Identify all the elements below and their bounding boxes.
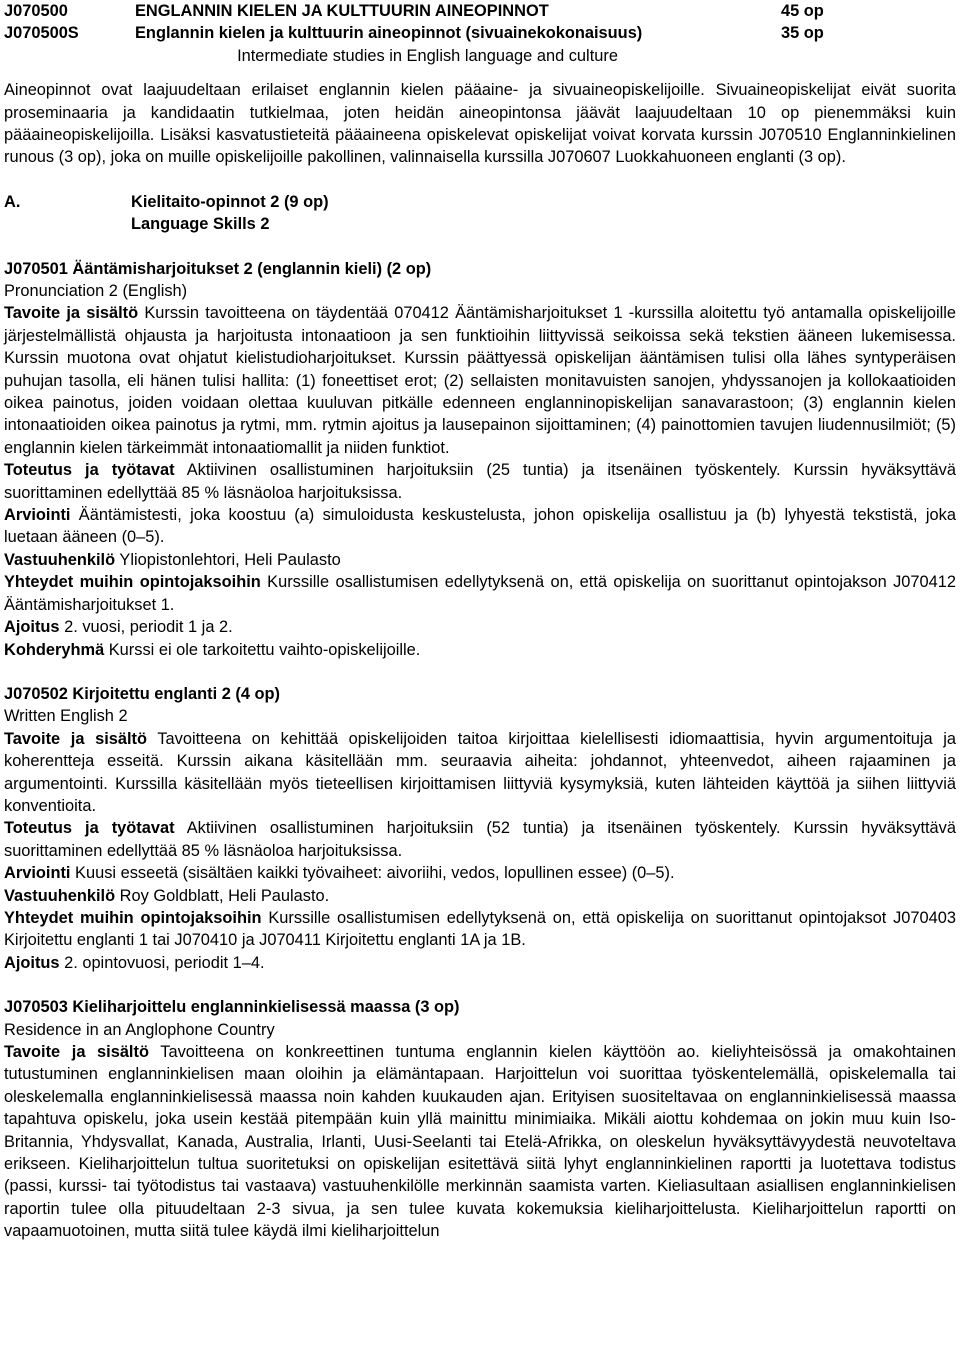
- course-block: [4, 996, 956, 1242]
- field-label: Tavoite ja sisältö: [4, 1043, 149, 1062]
- field-text: Aktiivinen osallistuminen harjoituksiin (25 tuntia) ja itsenäinen työskentely. Kurssin hyväksyttävä suorittaminen edellyttää 85 % läsnäoloa harjoituksissa.: [4, 461, 956, 502]
- course-block: [4, 683, 956, 974]
- field-label: Yhteydet muihin opintojaksoihin: [4, 908, 262, 927]
- header-row-2: [4, 22, 956, 44]
- field-text: Kurssi ei ole tarkoitettu vaihto-opiskelijoille.: [104, 640, 421, 659]
- course-field: [4, 885, 956, 907]
- section-heading: [4, 191, 956, 213]
- field-label: Yhteydet muihin opintojaksoihin: [4, 573, 261, 592]
- course-field: [4, 1041, 956, 1243]
- intro-paragraph: Aineopinnot ovat laajuudeltaan erilaiset englannin kielen pääaine- ja sivuaineopiskelijoille. Sivuaineopiskelijat eivät suorita proseminaaria ja kandidaatin tutkielmaa, joten heidän aineopintonsa jäävät laajuudeltaan 10 op pienemmäksi kuin pääaineopiskelijoilla. Lisäksi kasvatustieteitä pääaineena opiskelevat opiskelijat voivat korvata kurssin J070510 Englanninkielinen runous (3 op), joka on muille opiskelijoille pakollinen, valinnaisella kurssilla J070607 Luokkahuoneen englanti (3 op).: [4, 81, 956, 167]
- field-text: Kurssille osallistumisen edellytyksenä on, että opiskelija on suorittanut opintojakson J070412 Ääntämisharjoitukset 1.: [4, 573, 956, 614]
- course-title: J070502 Kirjoitettu englanti 2 (4 op): [4, 684, 280, 703]
- course-field: [4, 302, 956, 459]
- field-text: Kurssin tavoitteena on täydentää 070412 Ääntämisharjoitukset 1 -kurssilla aloitettu työ antamalla opiskelijoille järjestelmällistä ohjausta ja harjoitusta intonaatioon ja sen funktioihin liittyvissä seikoissa sekä tekstien ääneen lukemisessa. Kurssin muotona ovat ohjatut kielistudioharjoitukset. Kurssin päättyessä opiskelijan ääntämisen tulisi olla lähes syntyperäisen puhujan tasolla, eli hänen tulisi hallita: (1) foneettiset erot; (2) sellaisten monitavuisten sanojen, yhdyssanojen ja kollokaatioiden oikea painotus, joiden voidaan olettaa kuuluvan pitkälle edenneen englanninopiskelijan sanavarastoon; (3) englannin kielen intonaatioiden oikea painotus ja rytmi, mm. rytmin ajoitus ja lausepainon sijoittaminen; (4) painottomien tavujen liudennusilmiöt; (5) englannin kielen tärkeimmät intonaatiomallit ja niiden funktiot.: [4, 304, 956, 457]
- field-text: 2. vuosi, periodit 1 ja 2.: [59, 618, 233, 637]
- field-text: Kuusi esseetä (sisältäen kaikki työvaiheet: aivoriihi, vedos, lopullinen essee) (0–5).: [70, 864, 675, 883]
- course-field: [4, 639, 956, 661]
- course-field: [4, 907, 956, 952]
- header-row-1: [4, 0, 956, 22]
- course-subtitle: Written English 2: [4, 707, 128, 726]
- module-code: J070500: [4, 2, 68, 20]
- field-text: Yliopistonlehtori, Heli Paulasto: [115, 550, 341, 569]
- module-title-minor: Englannin kielen ja kulttuurin aineopinnot (sivuainekokonaisuus): [135, 24, 643, 43]
- course-field: [4, 728, 956, 818]
- course-block: [4, 258, 956, 661]
- field-label: Arviointi: [4, 864, 71, 883]
- section-title-en: Language Skills 2: [131, 215, 270, 234]
- course-field: [4, 862, 956, 884]
- course-field: [4, 504, 956, 549]
- course-field: [4, 459, 956, 504]
- module-credits-minor: 35 op: [781, 24, 824, 43]
- course-subtitle: Residence in an Anglophone Country: [4, 1020, 275, 1039]
- module-code-minor: J070500S: [4, 24, 79, 43]
- course-field: [4, 549, 956, 571]
- course-title: J070503 Kieliharjoittelu englanninkielisessä maassa (3 op): [4, 998, 460, 1017]
- field-text: Tavoitteena on kehittää opiskelijoiden taitoa kirjoittaa kielellisesti idiomaattisia, hyvin argumentoituja ja koherentteja esseitä. Kurssin aikana käsitellään mm. seuraavia aiheita: johdannot, yhteenvedot, aiheen rajaaminen ja argumentointi. Kurssilla käsitellään myös tieteellisen kirjoittamisen liittyviä kysymyksiä, kuten lähteiden käyttöä ja siihen liittyviä konventioita.: [4, 729, 956, 815]
- field-label: Ajoitus: [4, 953, 60, 972]
- section-letter: A.: [4, 192, 21, 211]
- course-subtitle: Pronunciation 2 (English): [4, 282, 188, 301]
- document-page: [4, 0, 956, 1243]
- field-text: Tavoitteena on konkreettinen tuntuma englannin kielen käyttöön ao. kieliyhteisössä ja omakohtainen tutustuminen englanninkielisen maan oloihin ja elämäntapaan. Harjoittelun voi suorittaa työskentelemällä, opiskelemalla tai oleskelemalla englanninkielisessä maassa noin kahden kuukauden ajan. Erityisen suositeltavaa on englanninkielisessä maassa tapahtuva opiskelu, joka usein kestää pitempään kuin yllä mainittu minimiaika. Mikäli aiottu kohdemaa on jokin muu kuin Iso-Britannia, Yhdysvallat, Kanada, Australia, Irlanti, Uusi-Seelanti tai Etelä-Afrikka, on oleskelun hyväksyttävyydestä neuvoteltava erikseen. Kieliharjoittelun tultua suoritetuksi on opiskelijan esitettävä siitä lyhyt englanninkielinen raportti ja luotettava todistus (passi, kurssi- tai työtodistus tai vastaava) vastuuhenkilölle merkinnän saamista varten. Kieliasultaan asiallisen englanninkielisen raportin tulee olla pituudeltaan 2-3 sivua, ja sen tulee kuvata kokemuksia kieliharjoittelusta. Kieliharjoittelun raportti on vapaamuotoinen, mutta siitä tulee käydä ilmi kieliharjoittelun: [4, 1043, 957, 1241]
- field-label: Toteutus ja työtavat: [4, 461, 175, 480]
- module-title: ENGLANNIN KIELEN JA KULTTUURIN AINEOPINNOT: [135, 2, 549, 20]
- module-credits: 45 op: [781, 2, 824, 20]
- field-text: Ääntämistesti, joka koostuu (a) simuloidusta keskustelusta, johon opiskelija osallistuu ja (b) lyhyestä tekstistä, joka luetaan ääneen (0–5).: [4, 506, 956, 547]
- course-field: [4, 952, 956, 974]
- field-text: Aktiivinen osallistuminen harjoituksiin (52 tuntia) ja itsenäinen työskentely. Kurssin hyväksyttävä suorittaminen edellyttää 85 % läsnäoloa harjoituksissa.: [4, 819, 956, 860]
- field-label: Arviointi: [4, 506, 71, 525]
- course-field: [4, 817, 956, 862]
- field-label: Tavoite ja sisältö: [4, 304, 139, 323]
- field-label: Vastuuhenkilö: [4, 550, 116, 569]
- course-field: [4, 616, 956, 638]
- section-title: Kielitaito-opinnot 2 (9 op): [131, 192, 329, 211]
- module-subtitle: Intermediate studies in English language and culture: [237, 46, 618, 65]
- field-label: Tavoite ja sisältö: [4, 729, 148, 748]
- field-text: Kurssille osallistumisen edellytyksenä on, että opiskelija on suorittanut opintojaksot J070403 Kirjoitettu englanti 1 tai J070410 ja J070411 Kirjoitettu englanti 1A ja 1B.: [4, 908, 956, 950]
- field-text: Roy Goldblatt, Heli Paulasto.: [115, 886, 330, 905]
- field-text: 2. opintovuosi, periodit 1–4.: [59, 953, 265, 972]
- field-label: Vastuuhenkilö: [4, 886, 116, 905]
- field-label: Toteutus ja työtavat: [4, 819, 175, 838]
- field-label: Ajoitus: [4, 618, 60, 637]
- course-title: J070501 Ääntämisharjoitukset 2 (englannin kieli) (2 op): [4, 259, 432, 278]
- course-field: [4, 571, 956, 616]
- field-label: Kohderyhmä: [4, 640, 105, 659]
